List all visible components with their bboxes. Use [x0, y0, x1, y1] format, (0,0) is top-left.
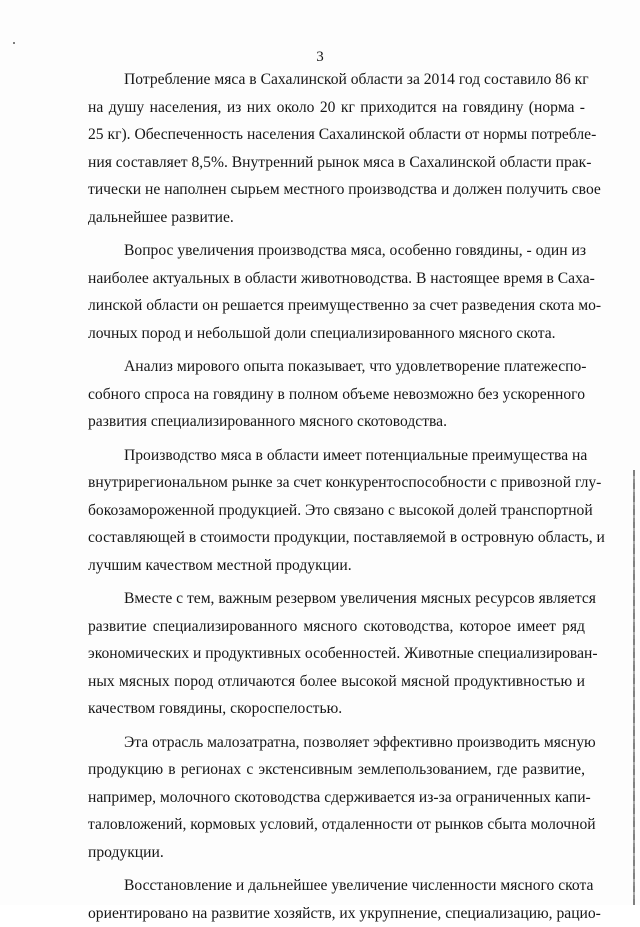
scan-speck	[13, 42, 15, 44]
text-line: на душу населения, из них около 20 кг приходится на говядину (норма -	[88, 94, 585, 122]
text-line: продукцию в регионах с экстенсивным землепользованием, где развитие,	[88, 756, 585, 784]
paragraph	[88, 729, 585, 867]
text-line: Потребление мяса в Сахалинской области за 2014 год составило 86 кг	[88, 66, 585, 94]
text-line: Эта отрасль малозатратна, позволяет эффективно производить мясную	[88, 729, 585, 757]
text-line: составляющей в стоимости продукции, поставляемой в островную область, и	[88, 524, 585, 552]
text-line: 25 кг). Обеспеченность населения Сахалинской области от нормы потребле-	[88, 121, 585, 149]
paragraph	[88, 66, 585, 231]
text-line: собного спроса на говядину в полном объеме невозможно без ускоренного	[88, 381, 585, 409]
text-line: внутрирегиональном рынке за счет конкурентоспособности с привозной глу-	[88, 469, 585, 497]
text-line: продукции.	[88, 839, 585, 867]
text-line: ориентировано на развитие хозяйств, их укрупнение, специализацию, рацио-	[88, 900, 585, 927]
text-line: бокозамороженной продукцией. Это связано с высокой долей транспортной	[88, 497, 585, 525]
text-line: лучшим качеством местной продукции.	[88, 552, 585, 580]
text-line: таловложений, кормовых условий, отдаленности от рынков сбыта молочной	[88, 811, 585, 839]
scan-edge-artifact	[633, 470, 635, 905]
text-line: например, молочного скотоводства сдерживается из-за ограниченных капи-	[88, 784, 585, 812]
text-line: ния составляет 8,5%. Внутренний рынок мяса в Сахалинской области прак-	[88, 149, 585, 177]
text-line: наиболее актуальных в области животноводства. В настоящее время в Саха-	[88, 265, 585, 293]
text-line: Анализ мирового опыта показывает, что удовлетворение платежеспо-	[88, 353, 585, 381]
text-line: Вместе с тем, важным резервом увеличения мясных ресурсов является	[88, 585, 585, 613]
text-line: Восстановление и дальнейшее увеличение численности мясного скота	[88, 872, 585, 900]
paragraph	[88, 872, 585, 927]
text-line: дальнейшее развитие.	[88, 204, 585, 232]
text-line: Производство мяса в области имеет потенциальные преимущества на	[88, 442, 585, 470]
text-line: экономических и продуктивных особенностей. Животные специализирован-	[88, 640, 585, 668]
text-line: качеством говядины, скороспелостью.	[88, 695, 585, 723]
paragraph	[88, 442, 585, 580]
text-line: развитие специализированного мясного скотоводства, которое имеет ряд	[88, 613, 585, 641]
document-body	[88, 66, 585, 927]
paragraph	[88, 237, 585, 347]
paragraph	[88, 353, 585, 436]
text-line: ных мясных пород отличаются более высокой мясной продуктивностью и	[88, 668, 585, 696]
paragraph	[88, 585, 585, 723]
text-line: развития специализированного мясного скотоводства.	[88, 408, 585, 436]
text-line: тически не наполнен сырьем местного производства и должен получить свое	[88, 176, 585, 204]
text-line: лочных пород и небольшой доли специализированного мясного скота.	[88, 320, 585, 348]
text-line: линской области он решается преимущественно за счет разведения скота мо-	[88, 292, 585, 320]
text-line: Вопрос увеличения производства мяса, особенно говядины, - один из	[88, 237, 585, 265]
page-number: 3	[0, 49, 640, 66]
